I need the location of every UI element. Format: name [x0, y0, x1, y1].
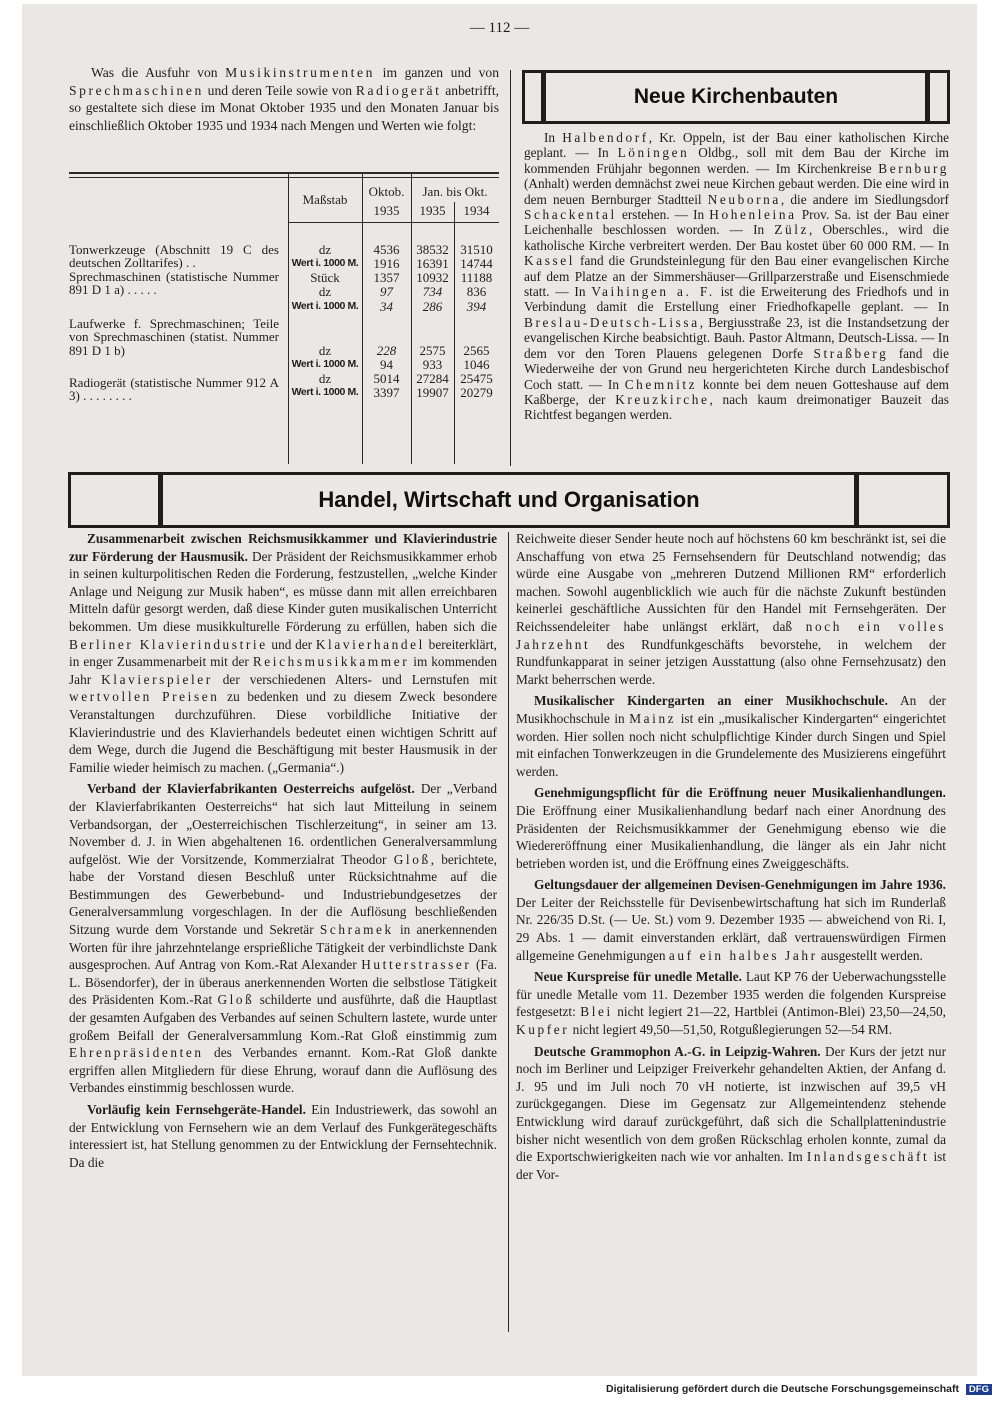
table-header-jan-1934: 1934	[463, 203, 490, 218]
table-header-massstab: Maßstab	[302, 192, 348, 207]
footer-text: Digitalisierung gefördert durch die Deutsche Forschungsgemeinschaft	[606, 1383, 959, 1395]
kirchenbauten-article: In Halbendorf, Kr. Oppeln, ist der Bau einer katholischen Kirche geplant. — In Löningen Oldbg., soll mit dem Bau der Kirche im kommenden Frühjahr begonnen werden. — Im Kirchenkreise Bernburg (Anhalt) werden demnächst zwei neue Kirchen gebaut werden. Die eine wird in dem neuen Bernburger Stadtteil Neuborna, die andere im Siedlungsdorf Schackental erstehen. — In Hohenleina Prov. Sa. ist der Bau einer Leichenhalle beschlossen worden. — In Zülz, Oberschles., wird die katholische Kirche verbreitert werden. Der Bau kostet über 60 000 RM. — In Kassel fand die Grundsteinlegung für den Bau einer evangelischen Kirche auf dem Platze an der Simmershäuser—Grillparzerstraße und Eisenschmiede statt. — In Vaihingen a. F. ist die Erweiterung des Friedhofs und in Verbindung damit die Erstellung einer Friedhofkapelle geplant. — In Breslau-Deutsch-Lissa, Bergiusstraße 23, ist die Instandsetzung der evangelischen Kirche beabsichtigt. Bauh. Pastor Altmann, Deutsch-Lissa. — In dem vor den Toren Plauens gelegenen Dorfe Straßberg fand die Wiederweihe der von Grund neu hergerichteten Kirche durch Landesbischof Coch statt. — In Chemnitz konnte bei dem neuen Gotteshause auf dem Kaßberge, der Kreuzkirche, nach kaum dreimonatiger Bauzeit das Richtfest begangen werden.	[524, 130, 950, 423]
digitization-footer	[606, 1383, 992, 1395]
headline-kurspreise: Neue Kurspreise für unedle Metalle.	[534, 969, 742, 985]
headline-verband-aufgeloest: Verband der Klavierfabrikanten Oesterreichs aufgelöst.	[87, 781, 415, 797]
headline-zusammenarbeit: Zusammenarbeit zwischen Reichsmusikkammer und Klavierindustrie zur Förderung der Hausmusik.	[69, 531, 497, 564]
handel-title: Handel, Wirtschaft und Organisation	[318, 487, 700, 512]
handel-header-bar-right	[854, 472, 859, 528]
column-divider-bottom	[508, 532, 509, 1332]
table-label-tonwerkzeuge: Tonwerkzeuge (Abschnitt 19 C des deutschen Zolltarifes) . .	[69, 242, 279, 271]
page-number: — 112 —	[469, 20, 530, 36]
handel-right-column: Reichweite dieser Sender heute noch auf höchstens 60 km beschränkt ist, sei die Anschaffung von etwa 25 Fernsehsendern für Deutschland notwendig; das würde eine Ausgabe von „mehreren Dutzend Millionen RM“ erforderlich machen. Sowohl augenblicklich wie auch für die nächste Zukunft bestünden keinerlei geschäftliche Aussichten für den Handel mit Fernsehgeräten. Der Reichssendeleiter habe unlängst erklärt, daß noch ein volles Jahrzehnt des Rundfunkgeschäfts bevorstehe, in welchem der Rundfunkapparat in seiner jetzigen Ausstattung (also ohne Fernsehzusatz) den Markt beherrschen werde. Musikalischer Kindergarten an einer Musikhochschule. An der Musikhochschule in Mainz ist ein „musikalischer Kindergarten“ eingerichtet worden. Hier sollen noch nicht schulpflichtige Kinder durch Singen und Spiel mit einfachen Tonwerkzeugen in die Grundelemente des Musizierens eingeführt werden. Genehmigungspflicht für die Eröffnung neuer Musikalienhandlungen. Die Eröffnung einer Musikalienhandlung bedarf nach einer Anordnung des Präsidenten der Reichsmusikkammer der Genehmigung ebenso wie die Wiedereröffnung einer Musikalienhandlung, die länger als ein Jahr nicht betrieben worden ist, und die Eröffnung eines Zweiggeschäfts. Geltungsdauer der allgemeinen Devisen-Genehmigungen im Jahre 1936. Der Leiter der Reichsstelle für Devisenbewirtschaftung hat sich im Runderlaß Nr. 226/35 D.St. (— Ue. St.) vom 9. Dezember 1935 — abweichend von Ri. I, 29 Abs. 1 — damit einverstanden erklärt, daß vertrauenswürdigen Firmen allgemeine Genehmigungen auf ein halbes Jahr ausgestellt werden. Neue Kurspreise für unedle Metalle. Laut KP 76 der Ueberwachungsstelle für unedle Metalle vom 11. Dezember 1935 werden die folgenden Kurspreise festgesetzt: Blei nicht legiert 21—22, Hartblei (Antimon-Blei) 23,50—24,50, Kupfer nicht legiert 49,50—51,50, Rotgußlegierungen 52—54 RM. Deutsche Grammophon A.-G. in Leipzig-Wahren. Der Kurs der jetzt nur noch im Berliner und Leipziger Freiverkehr gehandelten Aktien, der Anfang d. J. 95 und im Juli noch 70 vH notierte, ist inzwischen auf 39,5 vH zurückgegangen. Diese im Gegensatz zur Allgemeintendenz stehende Entwicklung wird darauf zurückgeführt, daß sich die Schallplattenindustrie bisher nicht wesentlich von dem großen Rückschlag erholen konnte, zumal da die Exportschwierigkeiten nach wie vor anhalten. Im Inlandsgeschäft ist der Vor-	[516, 531, 947, 1182]
handel-header	[68, 472, 950, 528]
kirchenbauten-title: Neue Kirchenbauten	[633, 85, 839, 108]
scanned-page	[22, 4, 977, 1376]
kirchenbauten-header-bar-right	[925, 70, 930, 124]
headline-fernsehgeraete: Vorläufig kein Fernsehgeräte-Handel.	[87, 1102, 306, 1117]
table-rows: dz 4536 38532 31510 Wert i. 1000 M. 1916 16391 14744 Stück 1357 10932 11188 dz 97 734 836 Wert i. 1000 M. 34 286 394 dz 228 2575 2565 Wert i. 1000 M. 94 933 1046 dz 5014 27284 25475 Wert i. 1000 M. 3397 19907 20279	[291, 242, 493, 400]
dfg-logo: DFG	[966, 1384, 992, 1395]
table-header-jan-1935: 1935	[419, 203, 446, 218]
column-divider-top	[510, 70, 511, 466]
headline-genehmigungspflicht: Genehmigungspflicht für die Eröffnung neuer Musikalienhandlungen.	[534, 785, 946, 801]
headline-devisen: Geltungsdauer der allgemeinen Devisen-Genehmigungen im Jahre 1936.	[534, 877, 946, 893]
headline-kindergarten: Musikalischer Kindergarten an einer Musikhochschule.	[534, 693, 888, 709]
export-intro-paragraph: Was die Ausfuhr von Musikinstrumenten im ganzen und von Sprechmaschinen und deren Teile sowie von Radiogerät anbetrifft, so gestaltete sich diese im Monat Oktober 1935 und den Monaten Januar bis einschließlich Oktober 1935 und 1934 nach Mengen und Werten wie folgt:	[69, 65, 500, 133]
table-header-oktober-year: 1935	[373, 203, 400, 218]
table-label-sprechmaschinen: Sprechmaschinen (statistische Nummer 891 D 1 a) . . . . .	[69, 269, 279, 298]
handel-header-bar-left	[158, 472, 163, 528]
table-header-jan-okt: Jan. bis Okt.	[422, 184, 488, 199]
kirchenbauten-header-bar-left	[541, 70, 546, 124]
table-label-radiogeraet: Radiogerät (statistische Nummer 912 A 3) . . . . . . . .	[69, 375, 279, 404]
kirchenbauten-header	[522, 70, 950, 124]
headline-grammophon: Deutsche Grammophon A.-G. in Leipzig-Wahren.	[534, 1043, 821, 1059]
table-header-oktober: Oktob.	[368, 184, 405, 199]
handel-left-column: Zusammenarbeit zwischen Reichsmusikkammer und Klavierindustrie zur Förderung der Hausmusik. Der Präsident der Reichsmusikkammer erhob in seinen kulturpolitischen Reden die Forderung, festzustellen, „welche Kinder Anlage und Neigung zur Musik haben“, es müsse dann mit allen erreichbaren Mitteln dafür gesorgt werden, daß diese Kinder guten musikalischen Unterricht bekommen. Um diese musikkulturelle Förderung zu erfüllen, haben sich die Berliner Klavierindustrie und der Klavierhandel bereiterklärt, in enger Zusammenarbeit mit der Reichsmusikkammer im kommenden Jahr Klavierspieler der verschiedenen Alters- und Lernstufen mit wertvollen Preisen zu bedenken und zu diesem Zweck besondere Veranstaltungen durchzuführen. Diese vorbildliche Initiative der Klavierindustrie und des Klavierhandels bedeutet einen wichtigen Schritt auf dem Wege, durch die Jugend die Beschäftigung mit bester Hausmusik in der Familie wieder heimisch zu machen. („Germania“.) Verband der Klavierfabrikanten Oesterreichs aufgelöst. Der „Verband der Klavierfabrikanten Oesterreichs“ hat sich laut Mitteilung in seinem Verbandsorgan, der „Oesterreichischen Tischlerzeitung“, in seiner am 13. November d. J. in Wien abgehaltenen 16. ordentlichen Generalversammlung aufgelöst. Wie der Vorsitzende, Kommerzialrat Theodor Gloß, berichtete, habe der Vorstand diesen Beschluß unter Rücksichtnahme auf die Bestimmungen des Gewerbebund- und Industriebundgesetzes der Generalversammlung vorgeschlagen. In der die Auflösung beschließenden Sitzung wurde dem Vorstande und Sekretär Schramek in anerkennenden Worten für ihre jahrzehntelange ersprießliche Tätigkeit der verbindlichste Dank ausgesprochen. Auf Antrag von Kom.-Rat Alexander Hutterstrasser (Fa. L. Bösendorfer), der in überaus anerkennenden Worten die selbstlose Tätigkeit des Präsidenten Kom.-Rat Gloß schilderte und ausführte, daß die Hauptlast der gesamten Aufgaben des Verbandes auf seinen Schultern lastete, wurde unter großem Beifall der Generalversammlung Kom.-Rat Gloß einstimmig zum Ehrenpräsidenten des Verbandes ernannt. Kom.-Rat Gloß dankte ergriffen allen Mitgliedern für diese Ehrung, worauf dann die Auflösung des Verbandes einstimmig beschlossen wurde. Vorläufig kein Fernsehgeräte-Handel. Ein Industriewerk, das sowohl an der Entwicklung von Fernsehern wie an dem Verlauf des Funkgerätegeschäfts interessiert ist, hat Stellung genommen zu der Entwicklung der Fernsehtechnik. Da die	[69, 531, 498, 1170]
table-label-laufwerke: Laufwerke f. Sprechmaschinen; Teile von Sprechmaschinen (statist. Nummer 891 D 1 b)	[69, 316, 279, 358]
